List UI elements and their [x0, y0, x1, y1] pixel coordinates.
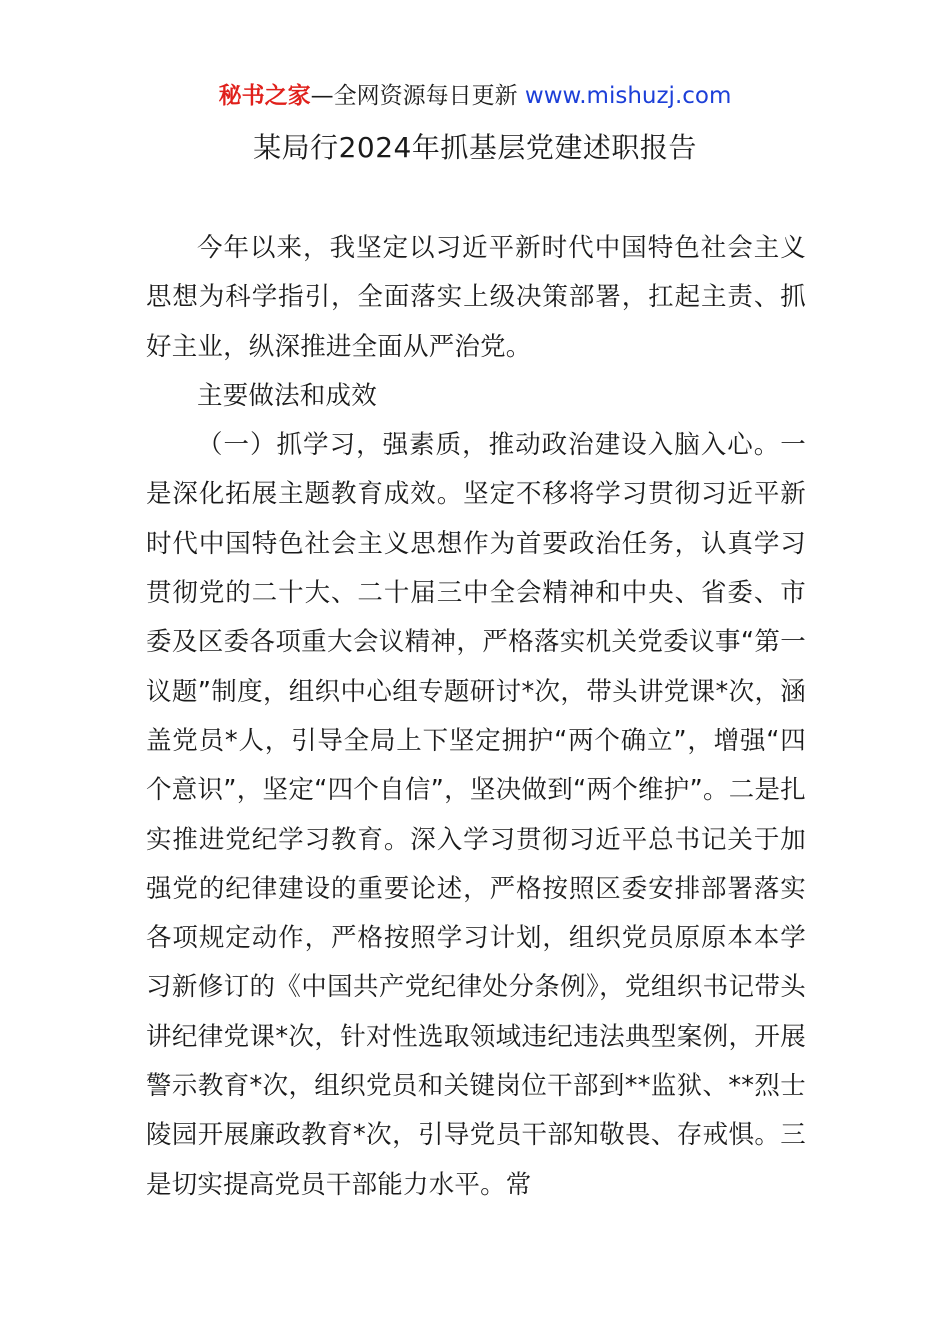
intro-paragraph: 今年以来，我坚定以习近平新时代中国特色社会主义思想为科学指引，全面落实上级决策部署，扛起主责、抓好主业，纵深推进全面从严治党。 — [146, 233, 806, 362]
banner-tagline: —全网资源每日更新 — [310, 83, 525, 109]
body-paragraph: （一）抓学习，强素质，推动政治建设入脑入心。一是深化拓展主题教育成效。坚定不移将学习贯彻习近平新时代中国特色社会主义思想作为首要政治任务，认真学习贯彻党的二十大、二十届三中全会精神和中央、省委、市委及区委各项重大会议精神，严格落实机关党委议事“第一议题”制度，组织中心组专题研讨*次，带头讲党课*次，涵盖党员*人，引导全局上下坚定拥护“两个确立”，增强“四个意识”，坚定“四个自信”，坚决做到“两个维护”。二是扎实推进党纪学习教育。深入学习贯彻习近平总书记关于加强党的纪律建设的重要论述，严格按照区委安排部署落实各项规定动作，严格按照学习计划，组织党员原原本本学习新修订的《中国共产党纪律处分条例》，党组织书记带头讲纪律党课*次，针对性选取领域违纪违法典型案例，开展警示教育*次，组织党员和关键岗位干部到**监狱、**烈士陵园开展廉政教育*次，引导党员干部知敬畏、存戒惧。三是切实提高党员干部能力水平。常 — [146, 430, 806, 1200]
brand-name: 秘书之家 — [218, 83, 311, 109]
document-body — [146, 224, 806, 1210]
document-title: 某局行2024年抓基层党建述职报告 — [253, 131, 697, 164]
website-link[interactable]: www.mishuzj.com — [524, 83, 732, 109]
site-banner — [0, 80, 950, 112]
section-heading: 主要做法和成效 — [197, 380, 377, 411]
